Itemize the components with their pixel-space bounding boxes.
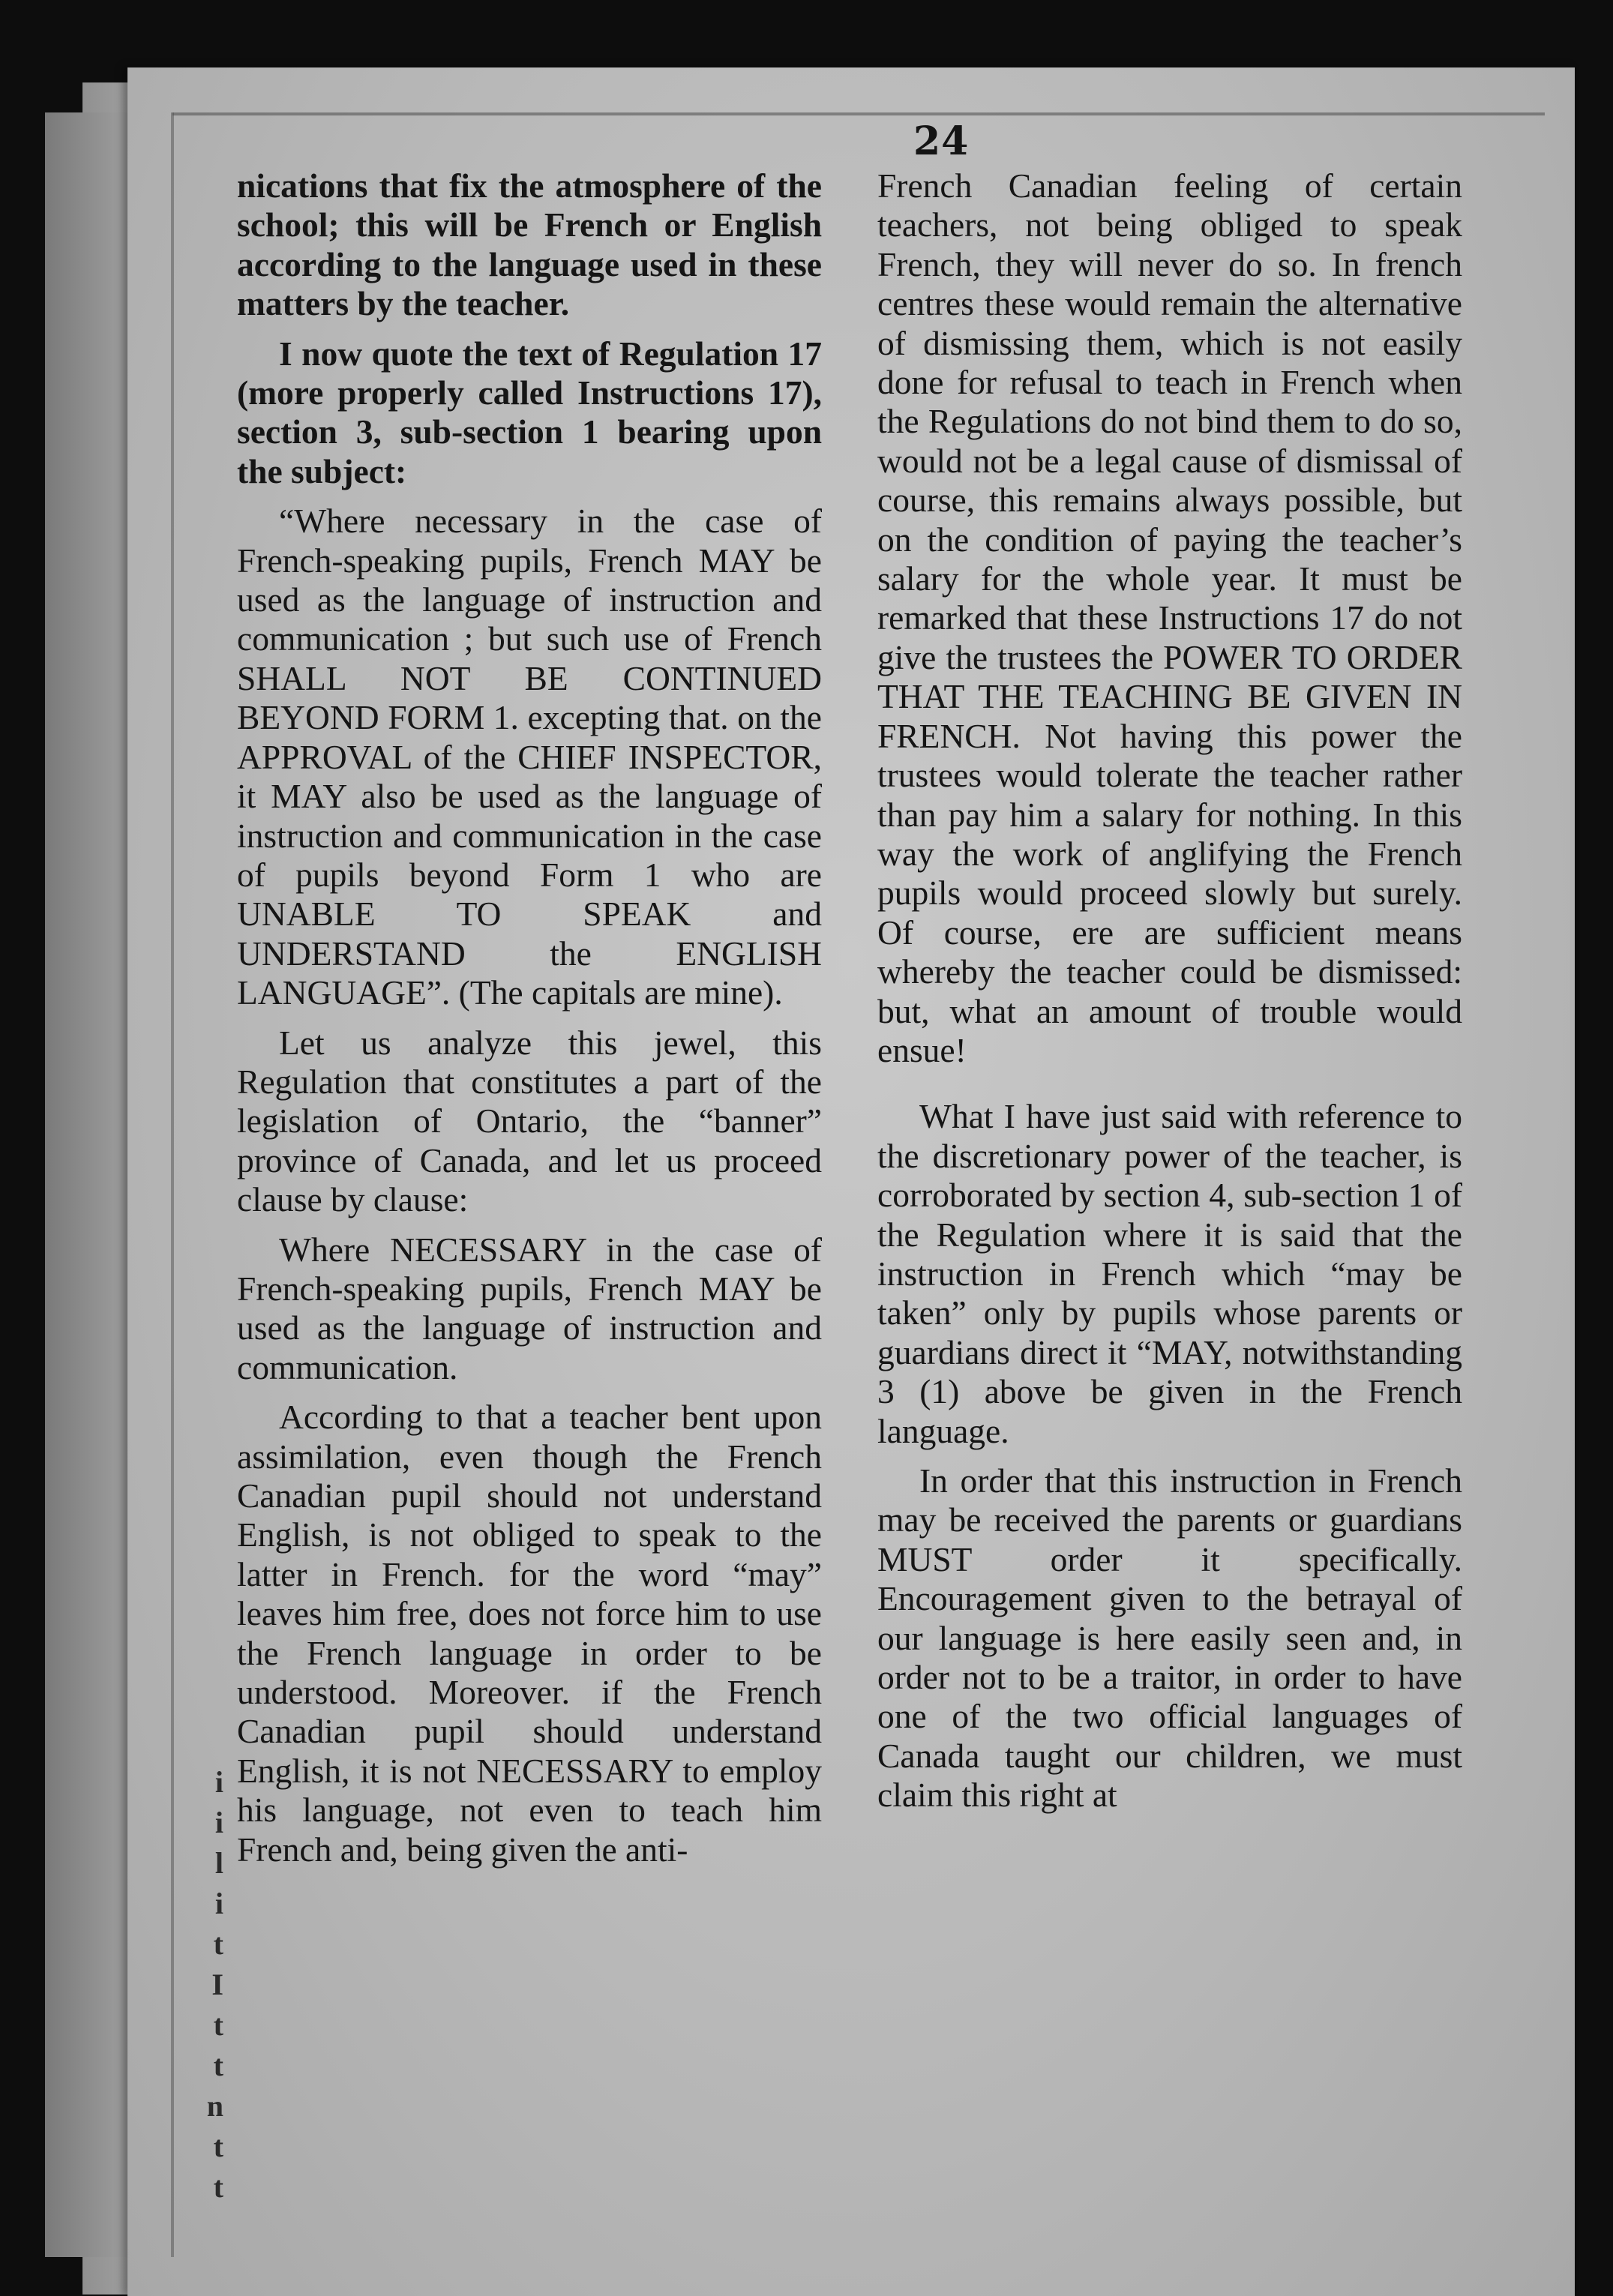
margin-mark: t: [213, 2008, 223, 2042]
paragraph-left-3: “Where necessary in the case of French-speaking pupils, French MAY be used as the language of instruction and communication ; but such use of French SHALL NOT BE CONTINUED BEYOND FORM 1. excepting that. on the APPROVAL of the CHIEF INSPECTOR, it MAY also be used as the language of instruction and communication in the case of pupils beyond Form 1 who are UNABLE TO SPEAK and UNDERSTAND the ENGLISH LANGUAGE”. (The capitals are mine).: [237, 502, 822, 1012]
paragraph-left-6: According to that a teacher bent upon assimilation, even though the French Canadian pupil should not understand English, is not obliged to speak to the latter in French. for the word “may” leaves him free, does not force him to use the French language in order to be understood. Moreover. if the French Canadian pupil should understand English, it is not NECESSARY to employ his language, not even to teach him French and, being given the anti-: [237, 1398, 822, 1869]
margin-mark: t: [213, 2170, 223, 2204]
bleed-through-margin-marks: [148, 1762, 223, 2208]
book-page: [127, 67, 1575, 2296]
left-column: [237, 166, 822, 1869]
page-number: 24: [913, 118, 970, 164]
margin-mark: i: [214, 1765, 223, 1799]
paragraph-right-2: What I have just said with reference to the discretionary power of the teacher, is corroborated by section 4, sub-section 1 of the Regulation where it is said that the instruction in French which “may be taken” only by pupils whose parents or guardians direct it “MAY, notwithstanding 3 (1) above be given in the French language.: [877, 1097, 1462, 1450]
paragraph-right-3: In order that this instruction in French may be received the parents or guardians MUST order it specifically. Encouragement given to the betrayal of our language is here easily seen and, in order not to be a traitor, in order to have one of the two official languages of Canada taught our children, we must claim this right at: [877, 1461, 1462, 1815]
margin-mark: n: [206, 2089, 223, 2123]
margin-mark: i: [214, 1887, 223, 1920]
margin-mark: t: [213, 2049, 223, 2082]
margin-mark: t: [213, 1927, 223, 1961]
paragraph-right-1: French Canadian feeling of certain teachers, not being obliged to speak French, they will never do so. In french centres these would remain the alternative of dismissing them, which is not easily done for refusal to teach in French when the Regulations do not bind them to do so, would not be a legal cause of dismissal of course, this remains always possible, but on the condition of paying the teacher’s salary for the whole year. It must be remarked that these Instructions 17 do not give the trustees the POWER TO ORDER THAT THE TEACHING BE GIVEN IN FRENCH. Not having this power the trustees would tolerate the teacher rather than pay him a salary for nothing. In this way the work of anglifying the French pupils would proceed slowly but surely. Of course, ere are sufficient means whereby the teacher could be dismissed: but, what an amount of trouble would ensue!: [877, 166, 1462, 1069]
top-rule: [172, 112, 1545, 115]
margin-mark: t: [213, 2130, 223, 2163]
paragraph-left-4: Let us analyze this jewel, this Regulation that constitutes a part of the legislation of Ontario, the “banner” province of Canada, and let us proceed clause by clause:: [237, 1023, 822, 1219]
paragraph-left-1: nications that fix the atmosphere of the school; this will be French or English according to the language used in these matters by the teacher.: [237, 166, 822, 323]
margin-mark: I: [211, 1968, 223, 2001]
right-column: [877, 166, 1462, 1815]
margin-mark: l: [214, 1846, 223, 1880]
paragraph-left-2: I now quote the text of Regulation 17 (more properly called Instructions 17), section 3, sub-section 1 bearing upon the subject:: [237, 334, 822, 490]
paragraph-left-5: Where NECESSARY in the case of French-speaking pupils, French MAY be used as the language of instruction and communication.: [237, 1230, 822, 1386]
margin-mark: i: [214, 1806, 223, 1839]
